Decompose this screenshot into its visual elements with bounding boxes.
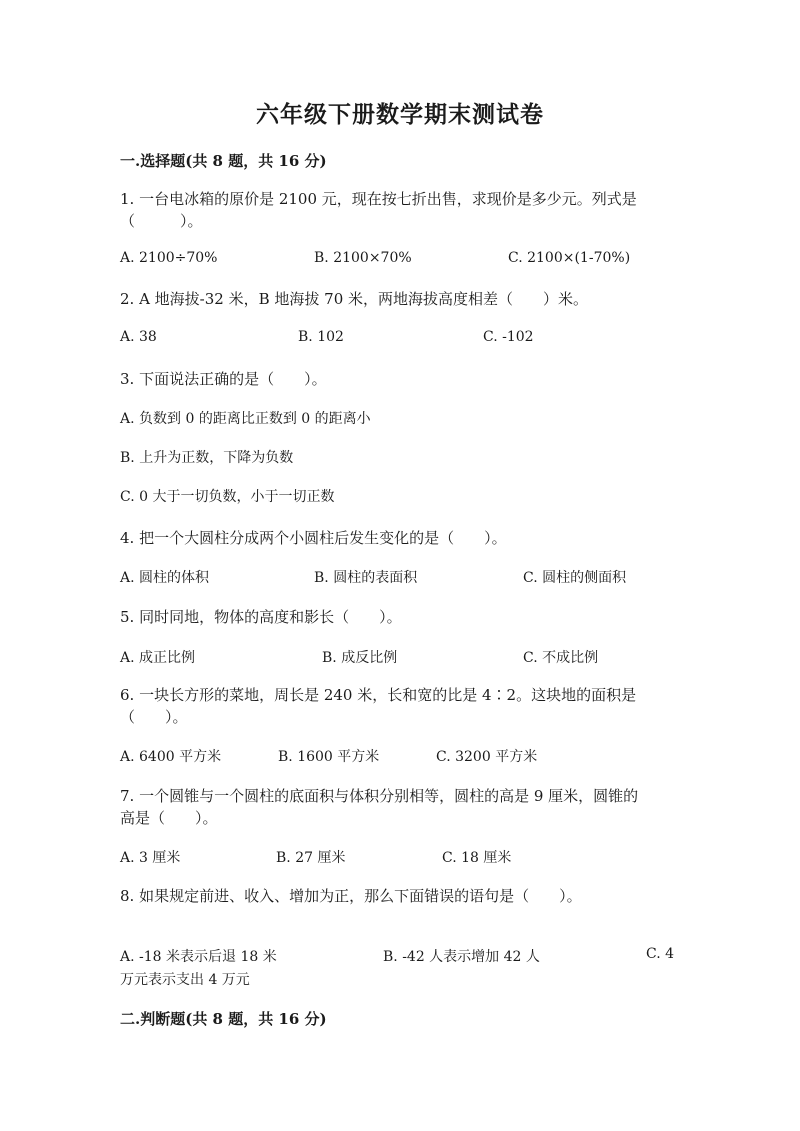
question-7-option-b: B. 27 厘米	[276, 850, 346, 866]
question-2-option-b: B. 102	[298, 329, 344, 345]
question-1-text: 1. 一台电冰箱的原价是 2100 元，现在按七折出售，求现价是多少元。列式是	[120, 190, 637, 208]
question-7	[120, 785, 680, 829]
question-8-text: 8. 如果规定前进、收入、增加为正，那么下面错误的语句是（ ）。	[120, 887, 582, 905]
question-5	[120, 606, 680, 628]
question-5-option-a: A. 成正比例	[120, 650, 196, 666]
question-4-option-c: C. 圆柱的侧面积	[523, 570, 627, 586]
question-5-option-c: C. 不成比例	[523, 650, 599, 666]
question-8-option-b: B. -42 人表示增加 42 人	[383, 949, 540, 965]
question-7-text-cont: 高是（ ）。	[120, 809, 218, 827]
section-heading-multiple-choice: 一.选择题(共 8 题，共 16 分)	[120, 152, 327, 170]
question-4	[120, 527, 680, 549]
question-1	[120, 188, 680, 232]
question-1-option-a: A. 2100÷70%	[120, 250, 218, 266]
question-7-text: 7. 一个圆锥与一个圆柱的底面积与体积分别相等，圆柱的高是 9 厘米，圆锥的	[120, 787, 639, 805]
question-6	[120, 684, 680, 728]
question-2-text: 2. A 地海拔-32 米，B 地海拔 70 米，两地海拔高度相差（ ）米。	[120, 290, 589, 308]
question-6-option-c: C. 3200 平方米	[436, 749, 538, 765]
question-8	[120, 885, 680, 907]
question-2-option-c: C. -102	[483, 329, 534, 345]
question-8-option-c-cont: 万元表示支出 4 万元	[120, 972, 250, 988]
question-4-option-a: A. 圆柱的体积	[120, 570, 210, 586]
question-8-option-a: A. -18 米表示后退 18 米	[120, 949, 277, 965]
page-title: 六年级下册数学期末测试卷	[256, 101, 544, 128]
question-4-text: 4. 把一个大圆柱分成两个小圆柱后发生变化的是（ ）。	[120, 529, 507, 547]
question-6-option-a: A. 6400 平方米	[120, 749, 222, 765]
question-6-option-b: B. 1600 平方米	[278, 749, 380, 765]
question-3-option-c: C. 0 大于一切负数，小于一切正数	[120, 489, 335, 505]
question-6-text: 6. 一块长方形的菜地，周长是 240 米，长和宽的比是 4∶2。这块地的面积是	[120, 686, 637, 704]
question-1-option-c: C. 2100×(1-70%)	[508, 250, 631, 266]
question-4-option-b: B. 圆柱的表面积	[314, 570, 418, 586]
question-5-option-b: B. 成反比例	[322, 650, 398, 666]
section-heading-true-false: 二.判断题(共 8 题，共 16 分)	[120, 1010, 327, 1028]
question-6-text-cont: （ ）。	[120, 708, 188, 726]
question-3-option-a: A. 负数到 0 的距离比正数到 0 的距离小	[120, 411, 371, 427]
question-3-option-b: B. 上升为正数，下降为负数	[120, 450, 294, 466]
question-1-text-cont: （ ）。	[120, 212, 203, 230]
question-1-option-b: B. 2100×70%	[314, 250, 412, 266]
question-8-option-c: C. 4	[646, 946, 675, 962]
question-2-option-a: A. 38	[120, 329, 157, 345]
question-3	[120, 368, 680, 390]
question-2	[120, 288, 680, 310]
question-7-option-a: A. 3 厘米	[120, 850, 181, 866]
question-7-option-c: C. 18 厘米	[442, 850, 512, 866]
question-3-text: 3. 下面说法正确的是（ ）。	[120, 370, 327, 388]
question-5-text: 5. 同时同地，物体的高度和影长（ ）。	[120, 608, 402, 626]
